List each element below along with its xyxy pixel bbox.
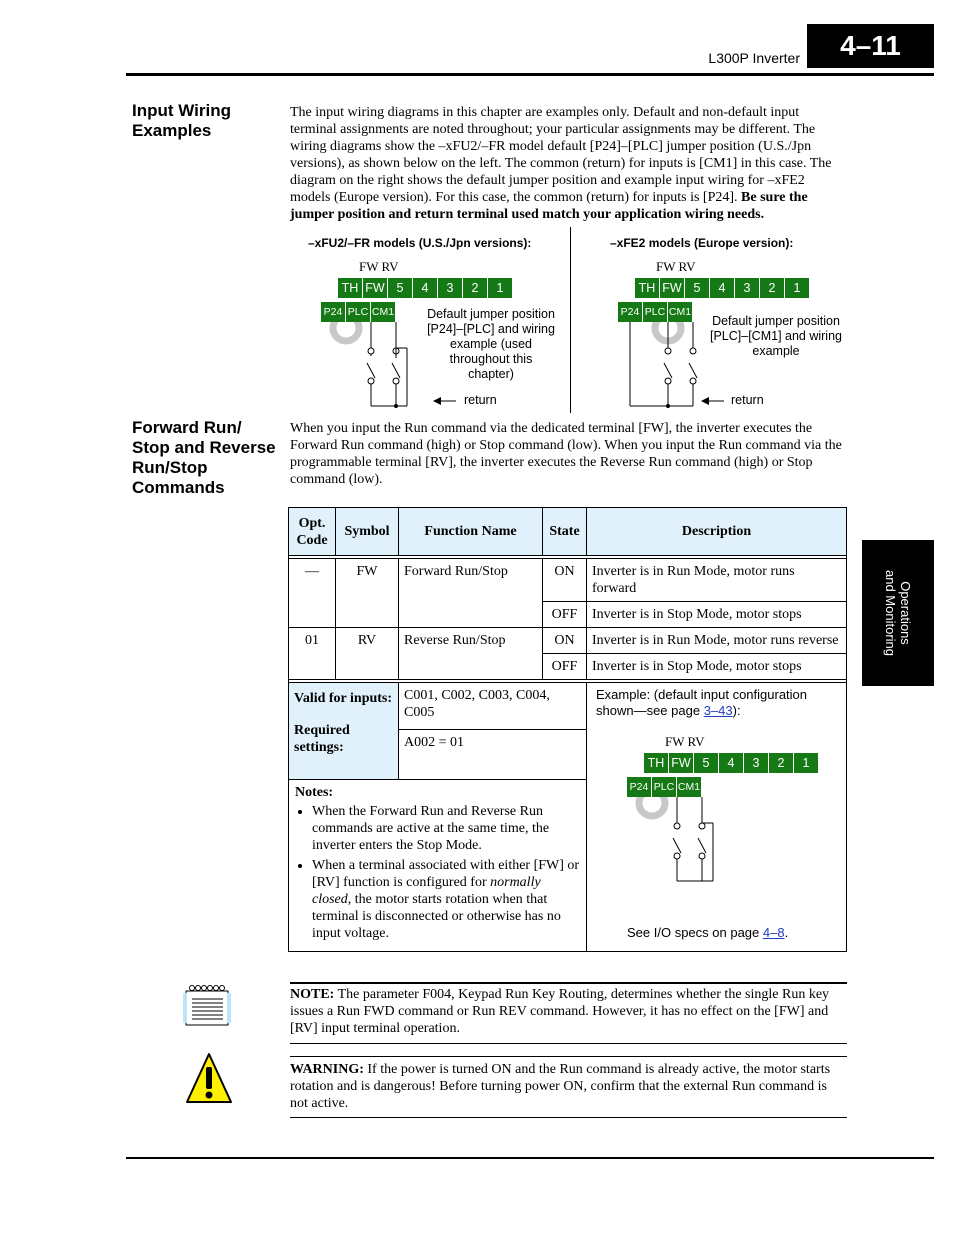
return-label: return [731, 393, 764, 407]
terminal-cm1: CM1 [677, 777, 702, 797]
side-tab [862, 540, 934, 686]
note2-em: normally closed [312, 875, 541, 907]
state-cell: ON [543, 628, 587, 654]
terminal-4: 4 [719, 753, 744, 773]
required-value-cell: A002 = 01 [399, 730, 587, 780]
description-cell: Inverter is in Run Mode, motor runs forward [587, 559, 847, 602]
page-link-4-8[interactable]: 4–8 [762, 925, 785, 940]
function-table [288, 507, 847, 952]
terminal-plc: PLC [652, 777, 677, 797]
header-state: State [543, 508, 587, 556]
left-diagram-caption: Default jumper position [P24]–[PLC] and wiring example (used throughout this chapter) [427, 307, 555, 381]
terminal-2: 2 [463, 278, 488, 298]
terminal-cm1: CM1 [668, 302, 693, 322]
diagram-divider [570, 227, 571, 413]
table-row [289, 628, 847, 654]
terminal-th: TH [644, 753, 669, 773]
opt-code-cell: 01 [289, 628, 336, 680]
terminal-1: 1 [794, 753, 819, 773]
notes-cell [289, 780, 587, 952]
header-opt-code: Opt. Code [289, 508, 336, 556]
example-wiring-diagram [627, 727, 817, 897]
header-description: Description [587, 508, 847, 556]
terminal-fw: FW [660, 278, 685, 298]
terminal-1: 1 [785, 278, 810, 298]
io-pre: See I/O specs on page [627, 925, 763, 940]
example-cell [587, 683, 847, 952]
note-bottom-rule [290, 1043, 847, 1044]
notes-list [295, 803, 580, 942]
paragraph-text: The input wiring diagrams in this chapter are examples only. Default and non-default input terminal assignments are noted throughout; your particular assignments may be different. The wiring diagrams show the –xFU2/–FR model default [P24]–[PLC] jumper position (U.S./Jpn versions), as shown below on the left. The common (return) for inputs is [CM1] in this case. The diagram on the right shows the default jumper position and example input wiring for –xFE2 models (Europe version). For this case, the common (return) for inputs is [P24]. [290, 105, 832, 205]
symbol-cell: RV [336, 628, 399, 680]
heading-line: Examples [132, 121, 212, 140]
example-text [596, 687, 837, 719]
warning-bottom-rule [290, 1117, 847, 1118]
terminal-4: 4 [413, 278, 438, 298]
paragraph-bold: Be sure the jumper position and return terminal used match your application wiring needs. [290, 190, 808, 222]
terminal-5: 5 [388, 278, 413, 298]
note-item: • When the Forward Run and Reverse Run commands are active at the same time, the inverter enters the Stop Mode. [312, 803, 580, 854]
terminal-th: TH [635, 278, 660, 298]
warning-top-rule [290, 1056, 847, 1057]
warning-text [290, 1061, 846, 1112]
terminal-4: 4 [710, 278, 735, 298]
right-diagram-title: –xFE2 models (Europe version): [610, 236, 794, 250]
bottom-terminal-strip [627, 777, 702, 797]
table-header-row [289, 508, 847, 556]
note-pad-icon [183, 983, 231, 1027]
terminal-fw: FW [363, 278, 388, 298]
description-cell: Inverter is in Run Mode, motor runs reverse [587, 628, 847, 654]
warning-body: If the power is turned ON and the Run command is already active, the motor starts rotation and is dangerous! Before turning power ON, confirm that the external Run command is not active. [290, 1062, 831, 1111]
terminal-p24: P24 [618, 302, 643, 322]
header-symbol: Symbol [336, 508, 399, 556]
terminal-3: 3 [735, 278, 760, 298]
symbol-cell: FW [336, 559, 399, 628]
header-function-name: Function Name [399, 508, 543, 556]
terminal-p24: P24 [321, 302, 346, 322]
terminal-fw: FW [669, 753, 694, 773]
terminal-p24: P24 [627, 777, 652, 797]
note-top-rule [290, 982, 847, 984]
terminal-2: 2 [769, 753, 794, 773]
fw-rv-label: FW RV [665, 734, 705, 749]
bottom-terminal-strip [618, 302, 693, 322]
table-row [289, 559, 847, 602]
description-cell: Inverter is in Stop Mode, motor stops [587, 654, 847, 680]
heading-line: Input Wiring [132, 101, 231, 120]
warning-icon [185, 1051, 233, 1105]
terminal-5: 5 [694, 753, 719, 773]
left-wiring-diagram [321, 256, 555, 416]
left-diagram-title: –xFU2/–FR models (U.S./Jpn versions): [308, 236, 532, 250]
valid-required-label-cell [289, 683, 399, 780]
top-terminal-strip [635, 278, 810, 298]
fw-rv-label: FW RV [656, 259, 696, 274]
warning-label: WARNING: [290, 1062, 364, 1077]
switch-rv-icon [689, 363, 697, 378]
header-rule [126, 73, 934, 76]
section-heading-forward-run [132, 418, 276, 498]
heading-line: Forward Run/ [132, 418, 242, 437]
fw-rv-label: FW RV [359, 259, 399, 274]
return-label: return [464, 393, 497, 407]
state-cell: OFF [543, 602, 587, 628]
heading-line: Commands [132, 478, 225, 497]
valid-value-cell: C001, C002, C003, C004, C005 [399, 683, 587, 730]
example-post: ): [732, 703, 741, 718]
header-title: L300P Inverter [708, 50, 800, 66]
side-tab-line2: and Monitoring [883, 570, 898, 656]
note2-a: When a terminal associated with either [FW] or [RV] function is configured for [312, 858, 580, 890]
side-tab-line1: Operations [898, 581, 913, 645]
io-post: . [784, 925, 789, 940]
page-link-3-43[interactable]: 3–43 [703, 703, 733, 718]
function-name-cell: Reverse Run/Stop [399, 628, 543, 680]
opt-code-cell: — [289, 559, 336, 628]
note-body: The parameter F004, Keypad Run Key Routing, determines whether the single Run key issues a Run FWD command or Run REV command. However, it has no effect on the [FW] and [RV] input terminal operation. [290, 987, 830, 1036]
forward-run-paragraph: When you input the Run command via the dedicated terminal [FW], the inverter executes the Forward Run command (high) or Stop command (low). When you input the Run command via the programmable terminal [RV], the inverter executes the Reverse Run command (high) or Stop command (low). [290, 421, 842, 487]
note-item [312, 857, 580, 942]
required-label: Required settings: [294, 723, 350, 755]
terminal-1: 1 [488, 278, 513, 298]
function-name-cell: Forward Run/Stop [399, 559, 543, 628]
terminal-plc: PLC [346, 302, 371, 322]
terminal-2: 2 [760, 278, 785, 298]
description-cell: Inverter is in Stop Mode, motor stops [587, 602, 847, 628]
top-terminal-strip [644, 753, 819, 773]
switch-rv-icon [698, 838, 706, 853]
switch-rv-icon [392, 363, 400, 378]
state-cell: ON [543, 559, 587, 602]
note-text [290, 986, 846, 1037]
input-wiring-paragraph [290, 104, 846, 223]
note2-b: , the motor starts rotation when that terminal is disconnected or otherwise has no input voltage. [312, 892, 561, 941]
footer-rule [126, 1157, 934, 1159]
io-specs-text [627, 925, 827, 941]
page-number: 4–11 [807, 24, 934, 68]
terminal-plc: PLC [643, 302, 668, 322]
valid-inputs-row [289, 683, 847, 730]
terminal-3: 3 [744, 753, 769, 773]
right-diagram-caption: Default jumper position [PLC]–[CM1] and wiring example [709, 314, 842, 358]
terminal-3: 3 [438, 278, 463, 298]
state-cell: OFF [543, 654, 587, 680]
section-heading-input-wiring [132, 101, 231, 141]
note-label: NOTE: [290, 987, 335, 1002]
switch-fw-icon [673, 838, 681, 853]
bottom-terminal-strip [321, 302, 396, 322]
right-wiring-diagram [618, 256, 842, 416]
notes-label: Notes: [295, 785, 334, 800]
switch-fw-icon [367, 363, 375, 378]
switch-fw-icon [664, 363, 672, 378]
terminal-5: 5 [685, 278, 710, 298]
heading-line: Run/Stop [132, 458, 208, 477]
valid-label: Valid for inputs: [294, 691, 393, 706]
example-pre: Example: (default input configuration shown—see page [596, 687, 808, 718]
heading-line: Stop and Reverse [132, 438, 276, 457]
terminal-cm1: CM1 [371, 302, 396, 322]
example-container [596, 687, 837, 940]
terminal-th: TH [338, 278, 363, 298]
top-terminal-strip [338, 278, 513, 298]
